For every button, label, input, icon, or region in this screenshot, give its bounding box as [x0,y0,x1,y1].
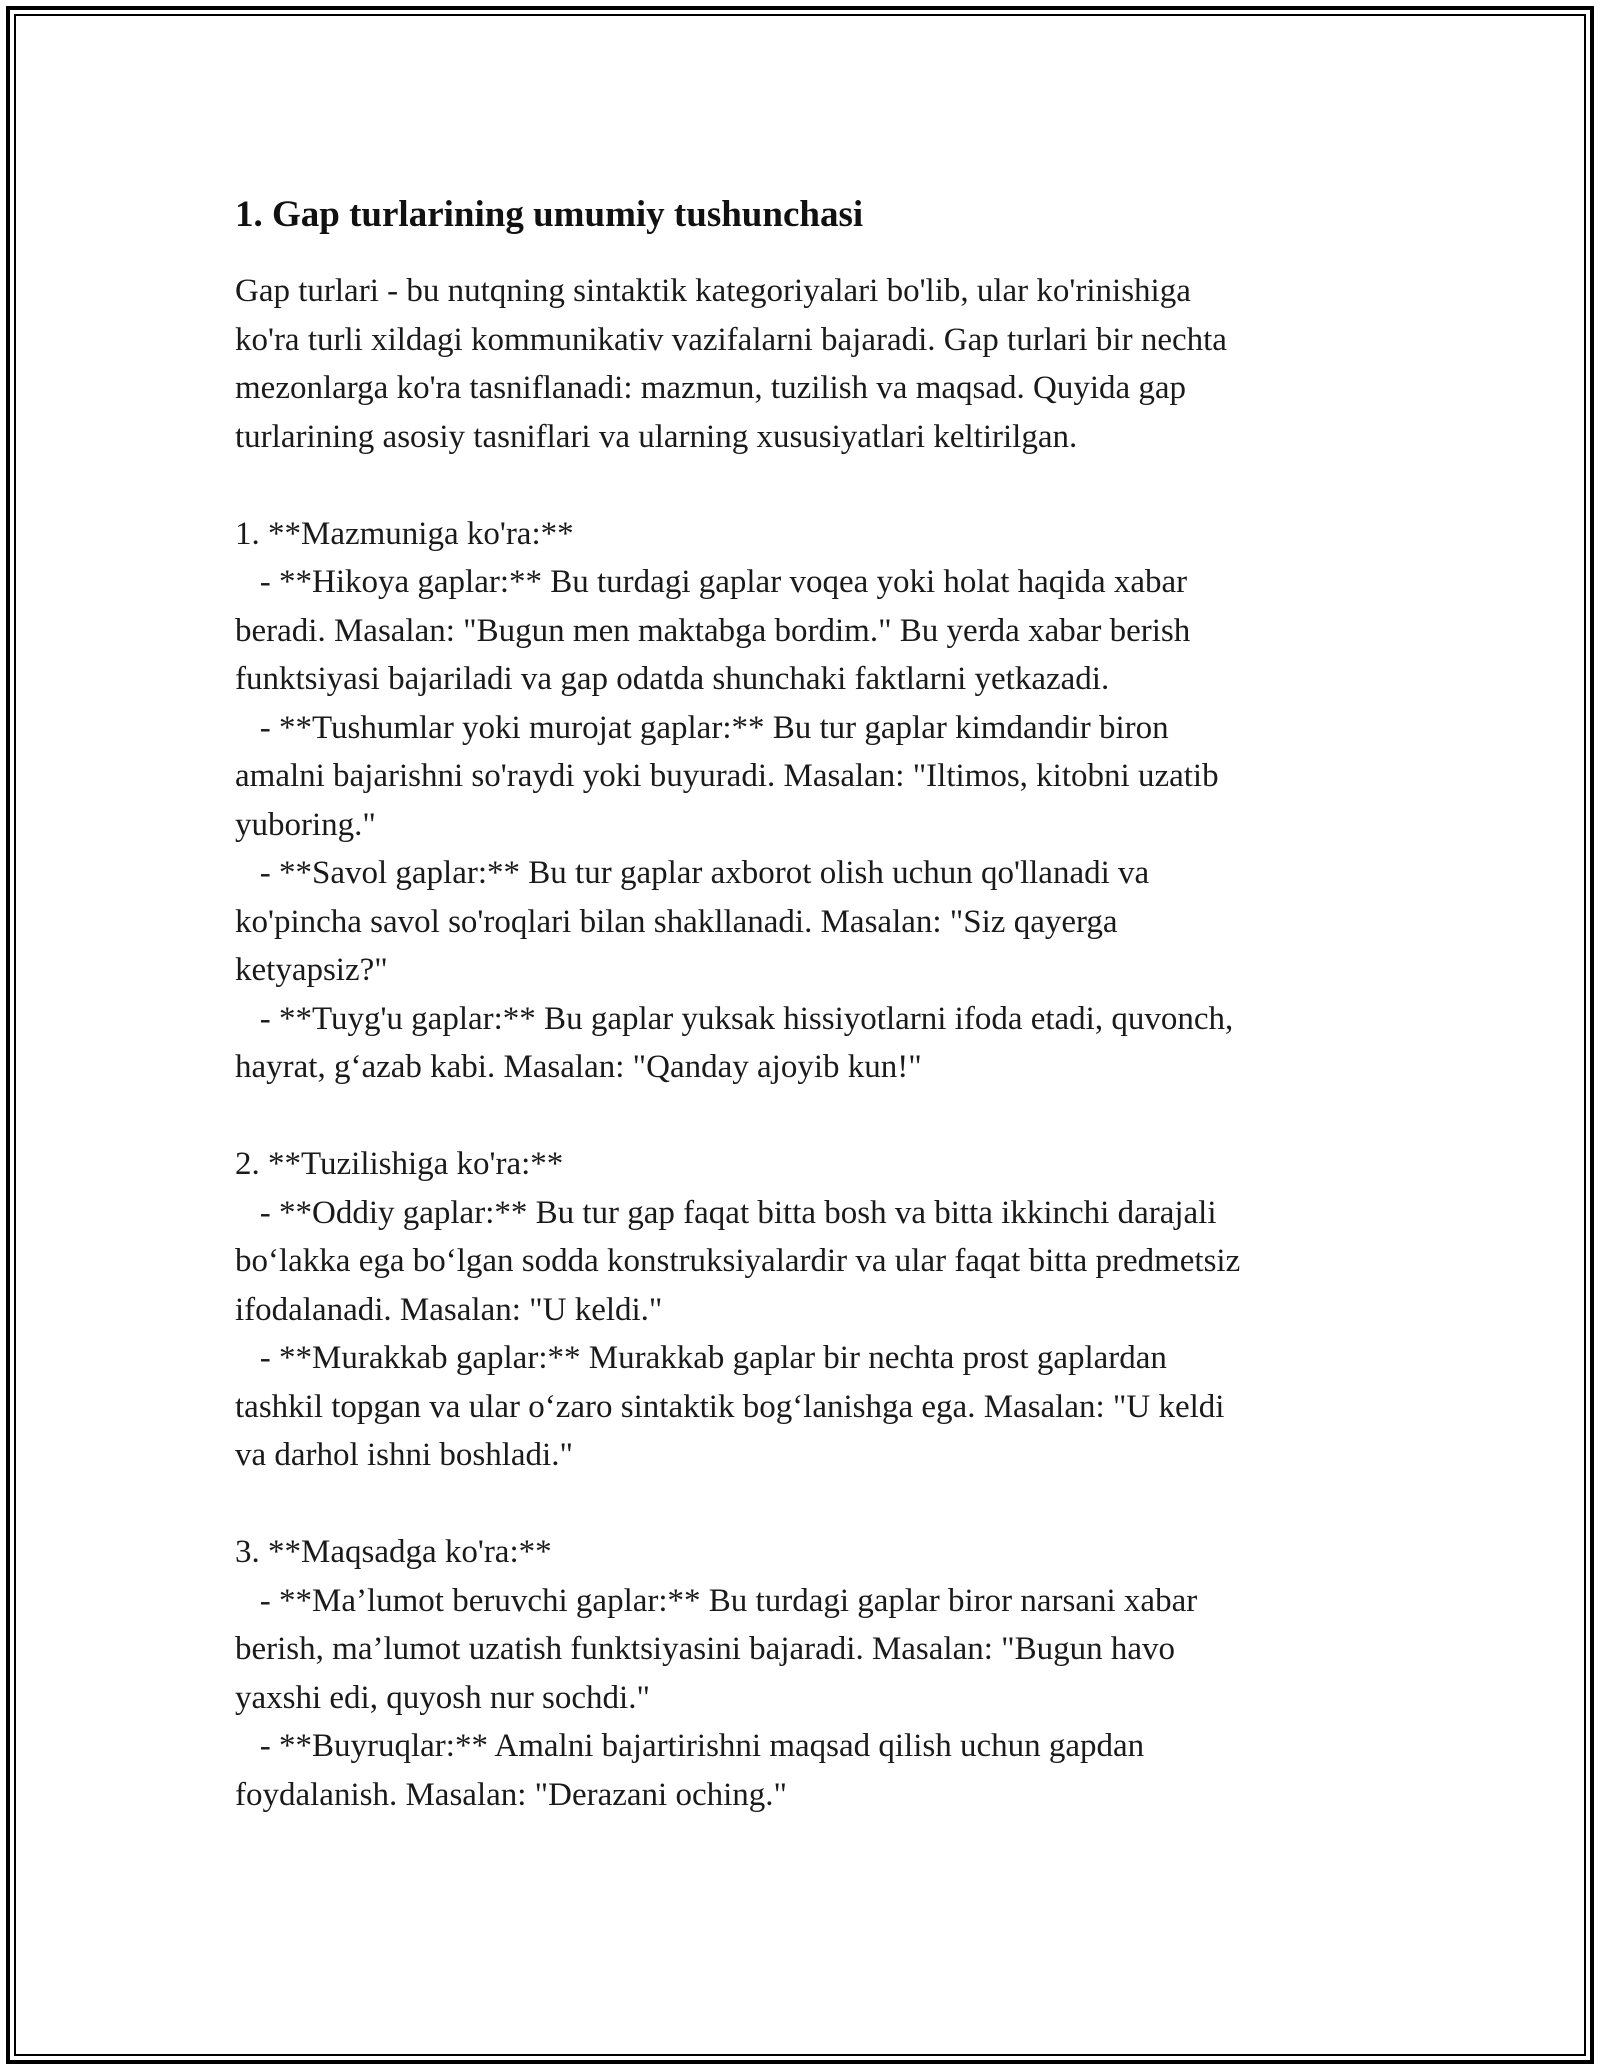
list-item: - **Tushumlar yoki murojat gaplar:** Bu tur gaplar kimdandir biron amalni bajarishni so'raydi yoki buyuradi. Masalan: "Iltimos, kitobni uzatib yuboring." [235,709,1219,843]
spacer [235,1092,1365,1141]
section-heading: 1. **Mazmuniga ko'ra:** [235,515,574,552]
section-heading: 2. **Tuzilishiga ko'ra:** [235,1146,564,1182]
intro-paragraph: Gap turlari - bu nutqning sintaktik kategoriyalari bo'lib, ular ko'rinishiga ko'ra turli xildagi kommunikativ vazifalarni bajaradi. Gap turlari bir nechta mezonlarga ko'ra tasniflanadi: mazmun, tuzilish va maqsad. Quyida gap turlarining asosiy tasniflari va ularning xususiyatlari keltirilgan. [235,273,1227,455]
list-item: - **Savol gaplar:** Bu tur gaplar axborot olish uchun qo'llanadi va ko'pincha savol so'roqlari bilan shakllanadi. Masalan: "Siz qayerga ketyapsiz?" [235,855,1150,988]
section-heading: 3. **Maqsadga ko'ra:** [235,1534,552,1570]
list-item: - **Hikoya gaplar:** Bu turdagi gaplar voqea yoki holat haqida xabar beradi. Masalan: "Bugun men maktabga bordim." Bu yerda xabar berish funktsiyasi bajariladi va gap odatda shunchaki faktlarni yetkazadi. [235,564,1191,697]
section-mazmuniga [235,510,1365,1092]
document-title: 1. Gap turlarining umumiy tushunchasi [235,194,864,235]
list-item: - **Ma’lumot beruvchi gaplar:** Bu turdagi gaplar biror narsani xabar berish, ma’lumot uzatish funktsiyasini bajaradi. Masalan: "Bugun havo yaxshi edi, quyosh nur sochdi." [235,1582,1198,1716]
document-body [235,185,1365,1819]
list-item: - **Tuyg'u gaplar:** Bu gaplar yuksak hissiyotlarni ifoda etadi, quvonch, hayrat, g‘azab kabi. Masalan: "Qanday ajoyib kun!" [235,1000,1234,1085]
list-item: - **Oddiy gaplar:** Bu tur gap faqat bitta bosh va bitta ikkinchi darajali bo‘lakka ega bo‘lgan sodda konstruksiyalardir va ular faqat bitta predmetsiz ifodalanadi. Masalan: "U keldi." [235,1194,1241,1328]
spacer [235,1480,1365,1529]
section-tuzilishiga [235,1140,1365,1480]
list-item: - **Murakkab gaplar:** Murakkab gaplar bir nechta prost gaplardan tashkil topgan va ular o‘zaro sintaktik bog‘lanishga ega. Masalan: "U keldi va darhol ishni boshladi." [235,1340,1225,1473]
section-maqsadga [235,1528,1365,1819]
list-item: - **Buyruqlar:** Amalni bajartirishni maqsad qilish uchun gapdan foydalanish. Masalan: "Derazani oching." [235,1728,1145,1813]
spacer [235,461,1365,510]
